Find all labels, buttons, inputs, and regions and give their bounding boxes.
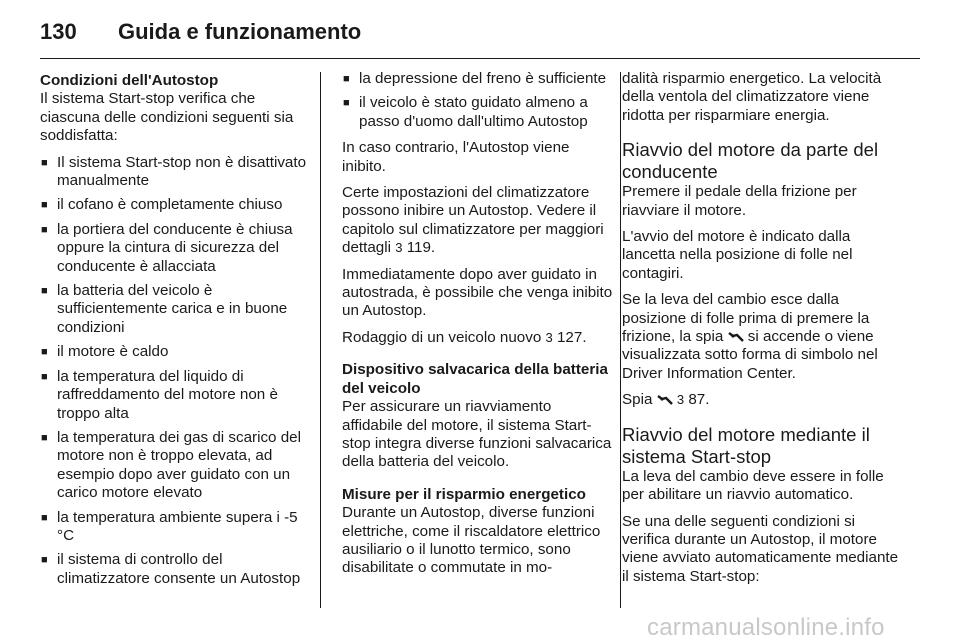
- list-item: ■ Il sistema Start-stop non è disattivato manualmente: [40, 154, 312, 191]
- paragraph-energy-saving: Durante un Autostop, diverse funzioni elettriche, come il riscaldatore elettrico ausiliario o il lunotto termico, sono disabilitate o commutate in mo-: [342, 504, 601, 577]
- page-ref-link[interactable]: 87.: [688, 391, 710, 409]
- paragraph-neutral: La leva del cambio deve essere in folle per abilitare un riavvio automatico.: [622, 467, 884, 504]
- column-middle: [342, 70, 614, 586]
- watermark: carmanualsonline.info: [647, 614, 885, 641]
- paragraph-warning: Se la leva del cambio esce dalla posizione di folle prima di premere la frizione, la spia si accende o viene visualizzata sotto forma di simbolo nel Driver Information Center.: [622, 291, 878, 382]
- section-heading-system-restart: Riavvio del motore mediante il sistema Start-stop: [622, 423, 870, 467]
- column-right: [622, 70, 904, 594]
- page-header: [40, 14, 361, 50]
- page-ref-icon: 3: [676, 392, 685, 408]
- section-heading-autostop-conditions: Condizioni dell'Autostop: [40, 72, 219, 89]
- paragraph-continued: dalità risparmio energetico. La velocità della ventola del climatizzatore viene ridotta per risparmiare energia.: [622, 70, 882, 124]
- paragraph-spia: Spia 3 87.: [622, 391, 710, 409]
- paragraph-clutch: Premere il pedale della frizione per riavviare il motore.: [622, 183, 857, 219]
- paragraph-battery: Per assicurare un riavviamento affidabile del motore, il sistema Start-stop integra diverse funzioni salvacarica della batteria del veicolo.: [342, 398, 612, 471]
- page-ref-icon: 3: [545, 329, 553, 345]
- list-item: ■ la portiera del conducente è chiusa oppure la cintura di sicurezza del conducente è allacciata: [40, 221, 312, 276]
- page-ref-icon: 3: [395, 240, 403, 256]
- header-rule: [40, 58, 920, 59]
- list-item: ■ la batteria del veicolo è sufficientemente carica e in buone condizioni: [40, 282, 312, 337]
- paragraph-inhibited: In caso contrario, l'Autostop viene inibito.: [342, 139, 570, 175]
- autostop-indicator-icon: [728, 332, 744, 342]
- paragraph-breakin: Rodaggio di un veicolo nuovo 3 127.: [342, 328, 587, 346]
- autostop-indicator-icon: [657, 395, 673, 405]
- page-title: Guida e funzionamento: [118, 19, 362, 44]
- list-item: ■ il veicolo è stato guidato almeno a passo d'uomo dall'ultimo Autostop: [342, 94, 614, 131]
- column-divider-2: [620, 72, 621, 608]
- paragraph-highway: Immediatamente dopo aver guidato in autostrada, è possibile che venga inibito un Autostop.: [342, 265, 613, 320]
- section-heading-battery: Dispositivo salvacarica della batteria del veicolo: [342, 361, 608, 397]
- column-left: [40, 72, 312, 596]
- conditions-list: [40, 154, 312, 589]
- page-number: 130: [40, 19, 77, 44]
- section-heading-energy-saving: Misure per il risparmio energetico: [342, 485, 586, 503]
- paragraph-intro: Il sistema Start-stop verifica che ciascuna delle condizioni seguenti sia soddisfatta:: [40, 90, 294, 145]
- paragraph-climate: Certe impostazioni del climatizzatore possono inibire un Autostop. Vedere il capitolo sul climatizzatore per maggiori dettagli 3 119.: [342, 184, 604, 257]
- list-item: ■ la temperatura del liquido di raffreddamento del motore non è troppo alta: [40, 368, 312, 423]
- page-ref-link[interactable]: 119.: [406, 239, 436, 257]
- list-item: ■ la temperatura ambiente supera i -5 °C: [40, 509, 312, 546]
- list-item: ■ la temperatura dei gas di scarico del motore non è troppo elevata, ad esempio dopo aver guidato con un carico motore elevato: [40, 429, 312, 503]
- column-divider-1: [320, 72, 321, 608]
- paragraph-conditions: Se una delle seguenti condizioni si verifica durante un Autostop, il motore viene avviato automaticamente mediante il sistema Start-stop:: [622, 512, 899, 585]
- list-item: ■ il cofano è completamente chiuso: [40, 196, 312, 214]
- list-item: ■ il sistema di controllo del climatizzatore consente un Autostop: [40, 551, 312, 588]
- paragraph-tachometer: L'avvio del motore è indicato dalla lancetta nella posizione di folle nel contagiri.: [622, 228, 853, 282]
- section-heading-driver-restart: Riavvio del motore da parte del conducente: [622, 139, 879, 183]
- list-item: ■ il motore è caldo: [40, 343, 312, 361]
- list-item: ■ la depressione del freno è sufficiente: [342, 70, 614, 88]
- page-ref-link[interactable]: 127.: [556, 328, 587, 346]
- conditions-list-continued: [342, 70, 614, 131]
